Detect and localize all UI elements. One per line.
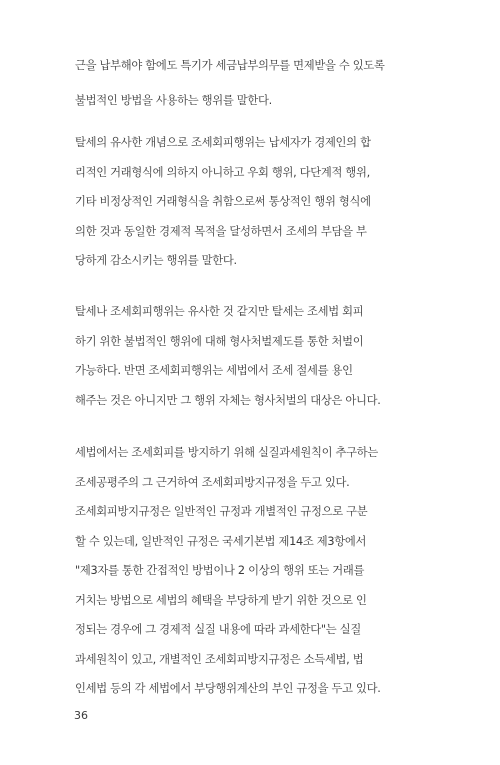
paragraph-line: 당하게 감소시키는 행위를 말한다.: [75, 254, 237, 267]
paragraph-line: 조세회피방지규정은 일반적인 규정과 개별적인 규정으로 구분: [75, 505, 368, 518]
paragraph-line: 탈세나 조세회피행위는 유사한 것 같지만 탈세는 조세법 회피: [75, 305, 364, 318]
paragraph-2: [75, 128, 437, 276]
paragraph-4: [75, 438, 437, 704]
paragraph-line: "제3자를 통한 간접적인 방법이나 2 이상의 행위 또는 거래를: [75, 564, 365, 577]
paragraph-line: 해주는 것은 아니지만 그 행위 자체는 형사처벌의 대상은 아니다.: [75, 393, 381, 407]
paragraph-line: 리적인 거래형식에 의하지 아니하고 우회 행위, 다단계적 행위,: [75, 165, 370, 179]
paragraph-1: [75, 48, 437, 118]
paragraph-line: 과세원칙이 있고, 개별적인 조세회피방지규정은 소득세법, 법: [75, 652, 364, 666]
paragraph-3: [75, 297, 437, 415]
paragraph-line: 세법에서는 조세회피를 방지하기 위해 실질과세원칙이 추구하는: [75, 446, 379, 459]
paragraph-line: 정되는 경우에 그 경제적 실질 내용에 따라 과세한다"는 실질: [75, 623, 361, 636]
paragraph-line: 의한 것과 동일한 경제적 목적을 달성하면서 조세의 부담을 부: [75, 224, 367, 238]
paragraph-line: 인세법 등의 각 세법에서 부당행위계산의 부인 규정을 두고 있다.: [75, 682, 381, 695]
paragraph-line: 거치는 방법으로 세법의 혜택을 부당하게 받기 위한 것으로 인: [75, 593, 367, 607]
page-number: 36: [74, 709, 88, 722]
paragraph-line: 탈세의 유사한 개념으로 조세회피행위는 납세자가 경제인의 합: [75, 136, 371, 149]
paragraph-line: 근을 납부해야 함에도 특기가 세금납부의무를 면제받을 수 있도록: [75, 59, 385, 72]
paragraph-line: 가능하다. 반면 조세회피행위는 세법에서 조세 절세를 용인: [75, 364, 353, 377]
paragraph-line: 할 수 있는데, 일반적인 규정은 국세기본법 제14조 제3항에서: [75, 534, 367, 548]
paragraph-line: 하기 위한 불법적인 행위에 대해 형사처벌제도를 통한 처벌이: [75, 334, 364, 348]
paragraph-line: 조세공평주의 그 근거하여 조세회피방지규정을 두고 있다.: [75, 475, 350, 489]
paragraph-line: 기타 비정상적인 거래형식을 취함으로써 통상적인 행위 형식에: [75, 195, 371, 208]
paragraph-line: 불법적인 방법을 사용하는 행위를 말한다.: [75, 94, 272, 107]
